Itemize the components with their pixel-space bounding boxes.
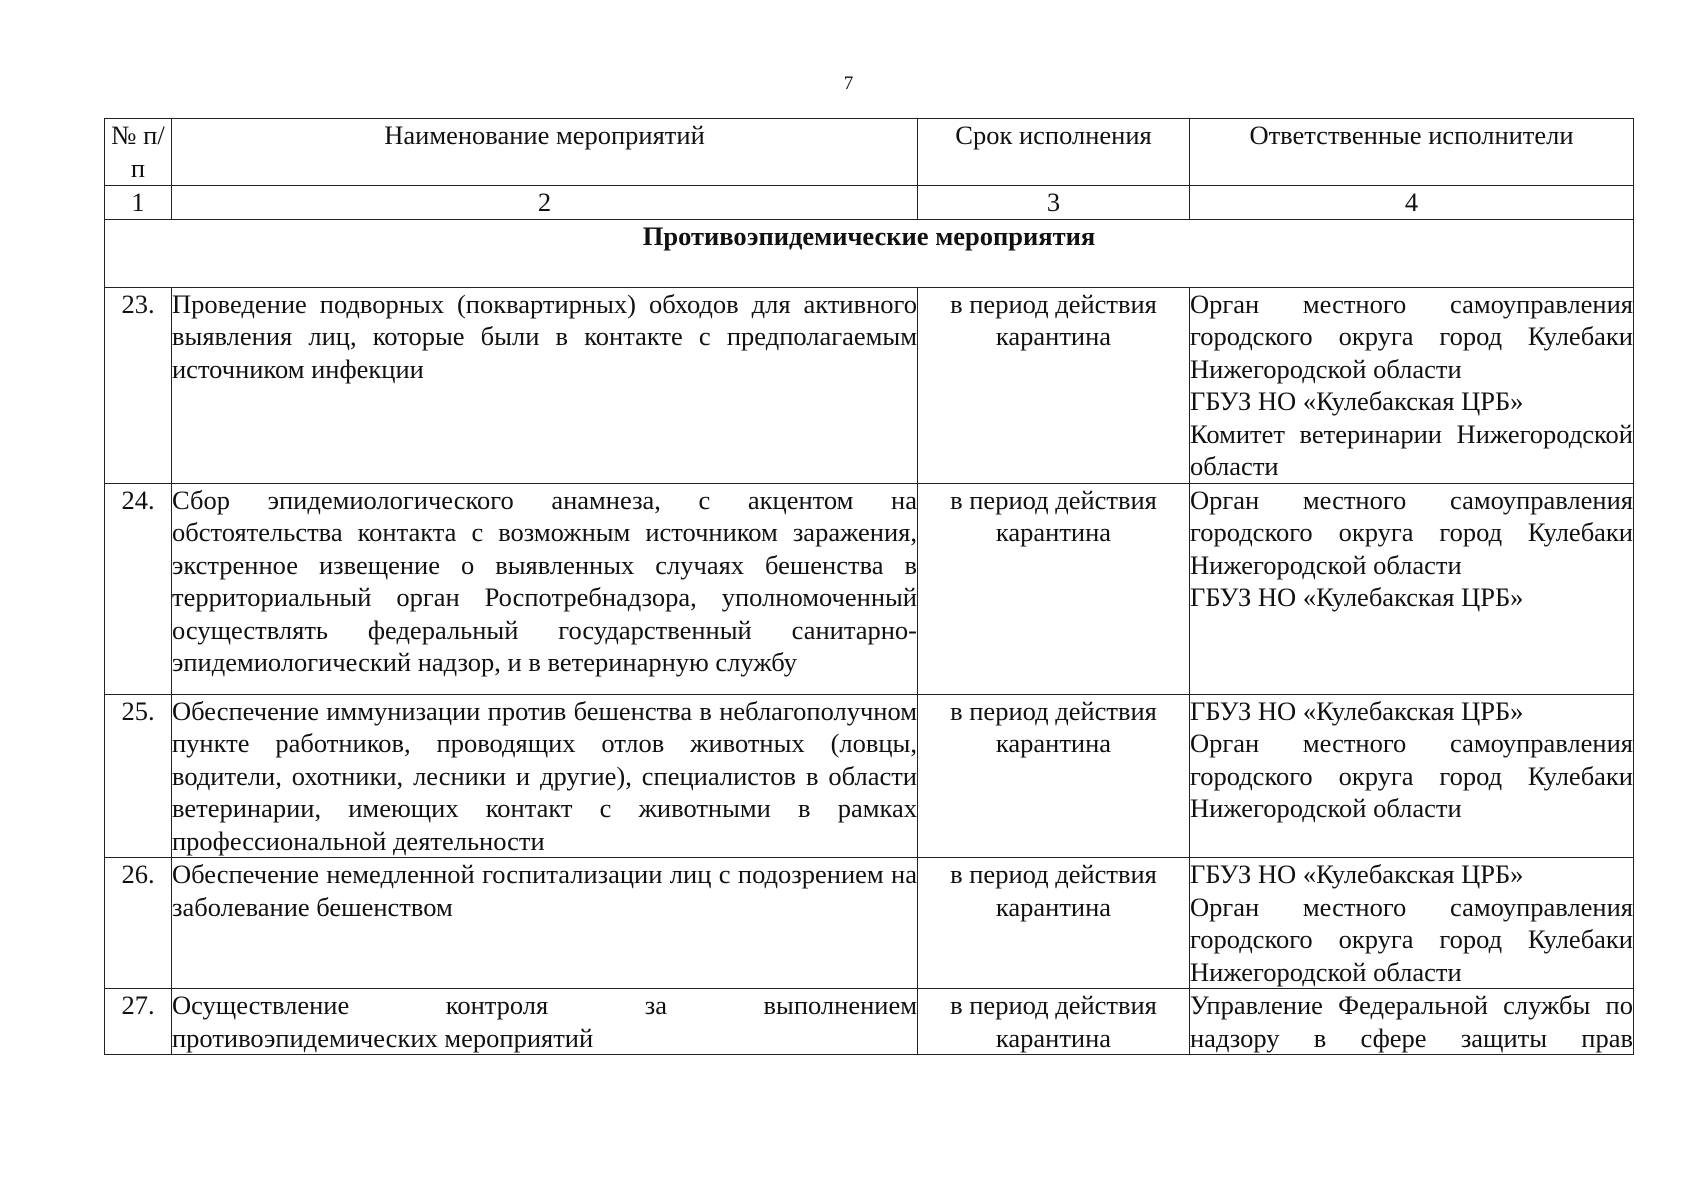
row-number: 24.: [105, 483, 172, 694]
table-row: [105, 287, 1634, 483]
table-header-row: [105, 119, 1634, 186]
row-responsible: [1190, 989, 1634, 1055]
table-row: [105, 989, 1634, 1055]
responsible-line: Комитет ветеринарии Нижегородской области: [1190, 418, 1633, 481]
responsible-line: Управление Федеральной службы по надзору в сфере защиты прав: [1190, 990, 1633, 1053]
responsible-line: ГБУЗ НО «Кулебакская ЦРБ»: [1190, 859, 1524, 889]
column-index: 3: [918, 186, 1190, 220]
row-measure: Обеспечение иммунизации против бешенства в неблагополучном пункте работников, проводящих отлов животных (ловцы, водители, охотники, лесники и другие), специалистов в области ветеринарии, имеющих контакт с животными в рамках профессиональной деятельности: [172, 695, 917, 856]
section-row: [105, 219, 1634, 287]
responsible-line: ГБУЗ НО «Кулебакская ЦРБ»: [1190, 386, 1524, 416]
row-measure: Обеспечение немедленной госпитализации лиц с подозрением на заболевание бешенством: [172, 858, 918, 989]
row-measure: Сбор эпидемиологического анамнеза, с акцентом на обстоятельства контакта с возможным источником заражения, экстренное извещение о выявленных случаях бешенства в территориальный орган Роспотребнадзора, уполномоченный осуществлять федеральный государственный санитарно-эпидемиологический надзор, и в ветеринарную службу: [172, 483, 918, 694]
page-number: 7: [843, 73, 854, 94]
row-responsible: [1190, 483, 1634, 694]
table-row: [105, 858, 1634, 989]
header-number: № п/п: [105, 119, 172, 186]
row-number: 27.: [105, 989, 172, 1055]
column-index: 2: [172, 186, 918, 220]
column-index-row: [105, 186, 1634, 220]
row-term: в период действия карантина: [918, 483, 1190, 694]
responsible-line: ГБУЗ НО «Кулебакская ЦРБ»: [1190, 695, 1524, 726]
row-responsible: [1190, 694, 1634, 858]
responsible-line: Орган местного самоуправления городского округа город Кулебаки Нижегородской области: [1190, 728, 1633, 823]
row-measure: Осуществление контроля за выполнением противоэпидемических мероприятий: [172, 990, 917, 1053]
row-term: в период действия карантина: [918, 858, 1190, 989]
header-responsible: Ответственные исполнители: [1190, 119, 1634, 186]
responsible-line: Орган местного самоуправления городского округа город Кулебаки Нижегородской области: [1190, 484, 1633, 580]
row-term: в период действия карантина: [918, 694, 1190, 858]
responsible-line: Орган местного самоуправления городского округа город Кулебаки Нижегородской области: [1190, 891, 1633, 987]
responsible-line: Орган местного самоуправления городского округа город Кулебаки Нижегородской области: [1190, 288, 1633, 384]
row-term: в период действия карантина: [918, 989, 1190, 1055]
column-index: 4: [1190, 186, 1634, 220]
row-term: в период действия карантина: [918, 287, 1190, 483]
column-index: 1: [105, 186, 172, 220]
table-row: [105, 483, 1634, 694]
measures-table: [104, 118, 1634, 1055]
row-number: 23.: [105, 287, 172, 483]
header-term: Срок исполнения: [918, 119, 1190, 186]
row-number: 25.: [105, 694, 172, 858]
row-responsible: [1190, 858, 1634, 989]
table-row: [105, 694, 1634, 858]
header-name: Наименование мероприятий: [172, 119, 918, 186]
section-title: Противоэпидемические мероприятия: [105, 219, 1634, 287]
responsible-line: ГБУЗ НО «Кулебакская ЦРБ»: [1190, 582, 1524, 612]
row-responsible: [1190, 287, 1634, 483]
row-measure: Проведение подворных (поквартирных) обходов для активного выявления лиц, которые были в контакте с предполагаемым источником инфекции: [172, 287, 918, 483]
row-number: 26.: [105, 858, 172, 989]
